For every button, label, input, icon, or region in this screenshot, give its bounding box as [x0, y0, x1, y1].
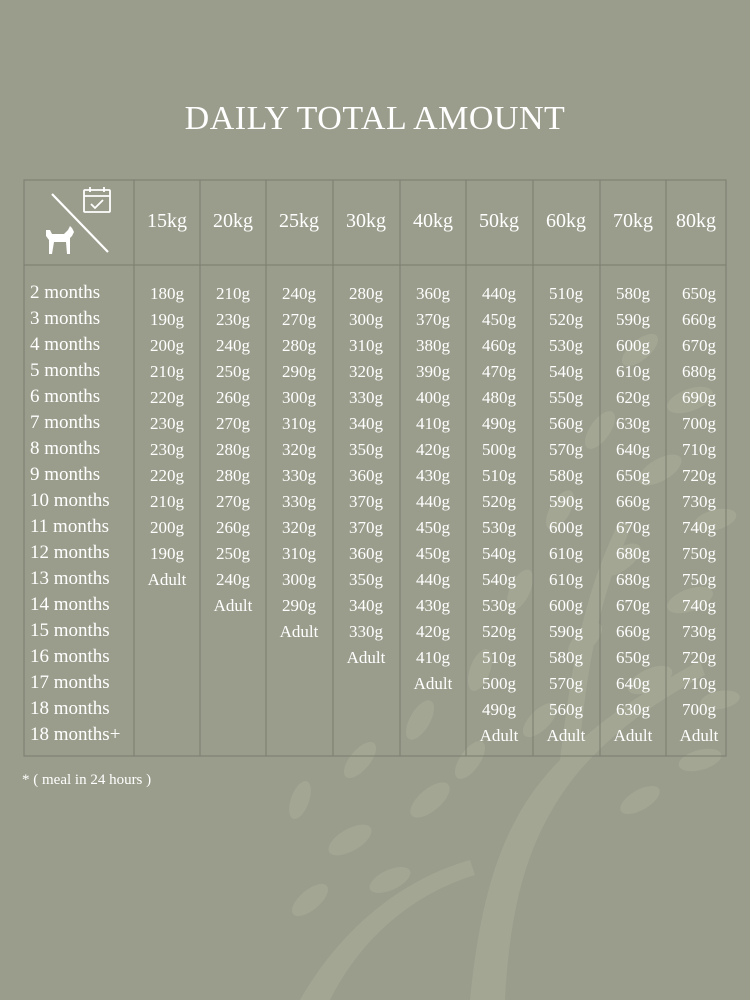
age-label: 8 months — [30, 438, 101, 459]
amount-cell: 560g — [549, 700, 583, 719]
amount-cell: 500g — [482, 674, 516, 693]
amount-cell: 520g — [482, 622, 516, 641]
age-label: 15 months — [30, 620, 110, 641]
amount-cell: 410g — [416, 648, 450, 667]
weight-header: 25kg — [279, 210, 319, 232]
amount-cell: 540g — [549, 362, 583, 381]
amount-cell: 650g — [616, 648, 650, 667]
amount-cell: 700g — [682, 700, 716, 719]
amount-cell: 610g — [616, 362, 650, 381]
amount-cell: 360g — [349, 466, 383, 485]
age-label: 17 months — [30, 672, 110, 693]
amount-cell: 450g — [416, 544, 450, 563]
amount-cell: 560g — [549, 414, 583, 433]
amount-cell: 490g — [482, 414, 516, 433]
amount-cell: 280g — [216, 440, 250, 459]
amount-cell: 720g — [682, 466, 716, 485]
amount-cell: 630g — [616, 700, 650, 719]
amount-cell: 570g — [549, 440, 583, 459]
amount-cell: Adult — [546, 726, 586, 745]
amount-cell: 600g — [549, 596, 583, 615]
weight-header: 80kg — [676, 210, 716, 232]
amount-cell: 740g — [682, 596, 716, 615]
age-label: 13 months — [30, 568, 110, 589]
amount-cell: Adult — [413, 674, 453, 693]
amount-cell: 750g — [682, 570, 716, 589]
amount-cell: 430g — [416, 596, 450, 615]
amount-cell: 410g — [416, 414, 450, 433]
amount-cell: 350g — [349, 440, 383, 459]
amount-cell: 470g — [482, 362, 516, 381]
amount-cell: 520g — [549, 310, 583, 329]
amount-cell: 240g — [216, 336, 250, 355]
amount-cell: 260g — [216, 518, 250, 537]
amount-cell: 370g — [416, 310, 450, 329]
amount-cell: 700g — [682, 414, 716, 433]
amount-cell: 690g — [682, 388, 716, 407]
amount-cell: 570g — [549, 674, 583, 693]
amount-cell: 600g — [549, 518, 583, 537]
amount-cell: 290g — [282, 596, 316, 615]
amount-cell: 230g — [150, 440, 184, 459]
amount-cell: 330g — [349, 622, 383, 641]
amount-cell: 670g — [682, 336, 716, 355]
amount-cell: 590g — [549, 622, 583, 641]
amount-cell: 620g — [616, 388, 650, 407]
amount-cell: 250g — [216, 544, 250, 563]
amount-cell: 280g — [349, 284, 383, 303]
amount-cell: 360g — [416, 284, 450, 303]
amount-cell: 400g — [416, 388, 450, 407]
amount-cell: 180g — [150, 284, 184, 303]
amount-cell: 190g — [150, 310, 184, 329]
amount-cell: 300g — [282, 388, 316, 407]
age-label: 5 months — [30, 360, 101, 381]
amount-cell: 230g — [216, 310, 250, 329]
amount-cell: 590g — [616, 310, 650, 329]
amount-cell: 280g — [282, 336, 316, 355]
amount-cell: 510g — [482, 648, 516, 667]
amount-cell: 220g — [150, 466, 184, 485]
amount-cell: Adult — [479, 726, 519, 745]
amount-cell: 530g — [482, 596, 516, 615]
amount-cell: 300g — [349, 310, 383, 329]
amount-cell: 370g — [349, 518, 383, 537]
amount-cell: 190g — [150, 544, 184, 563]
age-label: 4 months — [30, 334, 101, 355]
age-label: 14 months — [30, 594, 110, 615]
amount-cell: 650g — [616, 466, 650, 485]
amount-cell: 580g — [549, 466, 583, 485]
amount-cell: 270g — [282, 310, 316, 329]
calendar-icon — [84, 187, 110, 212]
amount-cell: 670g — [616, 518, 650, 537]
amount-cell: 680g — [682, 362, 716, 381]
amount-cell: Adult — [346, 648, 386, 667]
amount-cell: 420g — [416, 622, 450, 641]
amount-cell: 510g — [549, 284, 583, 303]
amount-cell: 530g — [549, 336, 583, 355]
amount-cell: 270g — [216, 414, 250, 433]
amount-cell: 660g — [682, 310, 716, 329]
amount-cell: 630g — [616, 414, 650, 433]
amount-cell: 300g — [282, 570, 316, 589]
amount-cell: 660g — [616, 492, 650, 511]
amount-cell: 460g — [482, 336, 516, 355]
amount-cell: 660g — [616, 622, 650, 641]
amount-cell: 320g — [282, 440, 316, 459]
amount-cell: 480g — [482, 388, 516, 407]
amount-cell: Adult — [213, 596, 253, 615]
amount-cell: 650g — [682, 284, 716, 303]
amount-cell: 240g — [216, 570, 250, 589]
amount-cell: 600g — [616, 336, 650, 355]
amount-cell: 310g — [282, 544, 316, 563]
amount-cell: 530g — [482, 518, 516, 537]
age-label: 3 months — [30, 308, 101, 329]
amount-cell: 580g — [549, 648, 583, 667]
amount-cell: 350g — [349, 570, 383, 589]
amount-cell: Adult — [679, 726, 719, 745]
amount-cell: Adult — [613, 726, 653, 745]
age-label: 18 months — [30, 698, 110, 719]
amount-cell: 310g — [282, 414, 316, 433]
amount-cell: 500g — [482, 440, 516, 459]
amount-cell: 360g — [349, 544, 383, 563]
amount-cell: 290g — [282, 362, 316, 381]
age-label: 6 months — [30, 386, 101, 407]
amount-cell: 680g — [616, 544, 650, 563]
amount-cell: 740g — [682, 518, 716, 537]
amount-cell: 610g — [549, 544, 583, 563]
amount-cell: 210g — [150, 492, 184, 511]
amount-cell: 330g — [282, 466, 316, 485]
amount-cell: 450g — [416, 518, 450, 537]
amount-cell: 220g — [150, 388, 184, 407]
amount-cell: 710g — [682, 674, 716, 693]
age-label: 7 months — [30, 412, 101, 433]
amount-cell: 520g — [482, 492, 516, 511]
amount-cell: Adult — [279, 622, 319, 641]
age-label: 12 months — [30, 542, 110, 563]
amount-cell: 610g — [549, 570, 583, 589]
amount-cell: 440g — [416, 492, 450, 511]
weight-header: 60kg — [546, 210, 586, 232]
page-title: DAILY TOTAL AMOUNT — [184, 100, 566, 137]
age-label: 16 months — [30, 646, 110, 667]
age-label: 2 months — [30, 282, 101, 303]
weight-header: 20kg — [213, 210, 253, 232]
amount-cell: 720g — [682, 648, 716, 667]
amount-cell: 590g — [549, 492, 583, 511]
amount-cell: 320g — [349, 362, 383, 381]
amount-cell: 200g — [150, 336, 184, 355]
amount-cell: 420g — [416, 440, 450, 459]
amount-cell: 580g — [616, 284, 650, 303]
amount-cell: 310g — [349, 336, 383, 355]
footnote: * ( meal in 24 hours ) — [22, 772, 152, 788]
amount-cell: Adult — [147, 570, 187, 589]
amount-cell: 340g — [349, 596, 383, 615]
amount-cell: 550g — [549, 388, 583, 407]
amount-cell: 320g — [282, 518, 316, 537]
amount-cell: 330g — [282, 492, 316, 511]
amount-cell: 490g — [482, 700, 516, 719]
amount-cell: 230g — [150, 414, 184, 433]
amount-cell: 280g — [216, 466, 250, 485]
amount-cell: 240g — [282, 284, 316, 303]
amount-cell: 430g — [416, 466, 450, 485]
age-label: 18 months+ — [30, 724, 121, 745]
age-label: 10 months — [30, 490, 110, 511]
dog-calendar-icon — [44, 186, 116, 258]
amount-cell: 200g — [150, 518, 184, 537]
weight-header: 15kg — [147, 210, 187, 232]
amount-cell: 540g — [482, 544, 516, 563]
amount-cell: 440g — [482, 284, 516, 303]
amount-cell: 730g — [682, 492, 716, 511]
age-label: 9 months — [30, 464, 101, 485]
amount-cell: 670g — [616, 596, 650, 615]
amount-cell: 440g — [416, 570, 450, 589]
weight-header: 50kg — [479, 210, 519, 232]
amount-cell: 380g — [416, 336, 450, 355]
amount-cell: 210g — [150, 362, 184, 381]
amount-cell: 330g — [349, 388, 383, 407]
amount-cell: 510g — [482, 466, 516, 485]
amount-cell: 340g — [349, 414, 383, 433]
weight-header: 30kg — [346, 210, 386, 232]
amount-cell: 370g — [349, 492, 383, 511]
amount-cell: 680g — [616, 570, 650, 589]
dog-icon — [46, 226, 74, 254]
amount-cell: 260g — [216, 388, 250, 407]
amount-cell: 640g — [616, 440, 650, 459]
age-label: 11 months — [30, 516, 109, 537]
amount-cell: 450g — [482, 310, 516, 329]
amount-cell: 750g — [682, 544, 716, 563]
amount-cell: 270g — [216, 492, 250, 511]
amount-cell: 710g — [682, 440, 716, 459]
amount-cell: 640g — [616, 674, 650, 693]
amount-cell: 250g — [216, 362, 250, 381]
amount-cell: 730g — [682, 622, 716, 641]
amount-cell: 210g — [216, 284, 250, 303]
amount-cell: 390g — [416, 362, 450, 381]
weight-header: 70kg — [613, 210, 653, 232]
amount-cell: 540g — [482, 570, 516, 589]
weight-header: 40kg — [413, 210, 453, 232]
